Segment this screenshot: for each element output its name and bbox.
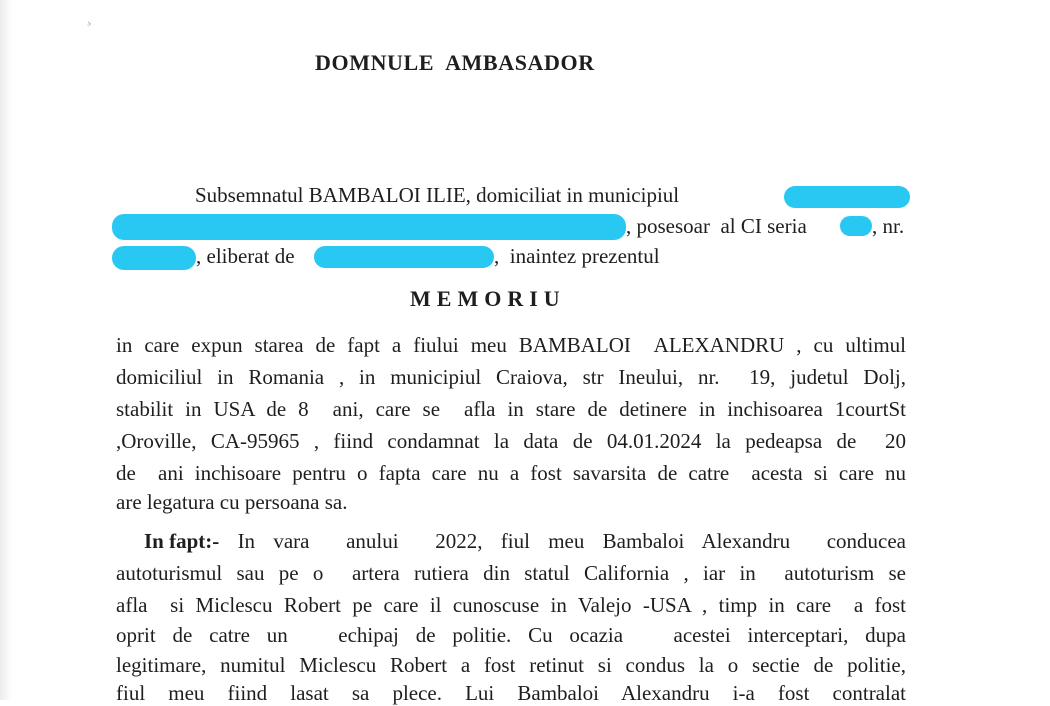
redaction-ci-number xyxy=(112,246,196,270)
paragraph1-line: de ani inchisoare pentru o fapta care nu a fost savarsita de catre acesta si care nu xyxy=(116,461,906,485)
paragraph2-line: fiul meu fiind lasat sa plece. Lui Bambaloi Alexandru i-a fost contralat xyxy=(116,681,906,705)
paragraph1-line: domiciliul in Romania , in municipiul Craiova, str Ineului, nr. 19, judetul Dolj, xyxy=(116,365,906,389)
memoriu-title: MEMORIU xyxy=(410,286,566,311)
paragraph1-line: in care expun starea de fapt a fiului meu BAMBALOI ALEXANDRU , cu ultimul xyxy=(116,333,906,357)
paragraph2-line: afla si Miclescu Robert pe care il cunoscuse in Valejo -USA , timp in care a fost xyxy=(116,593,906,617)
document-heading: DOMNULE AMBASADOR xyxy=(315,50,595,75)
paragraph2-label: In fapt:- xyxy=(144,529,220,553)
redaction-issuer xyxy=(314,246,494,268)
paragraph2-line: autoturismul sau pe o artera rutiera din statul California , iar in autoturism se xyxy=(116,561,906,585)
paragraph1-line: are legatura cu persoana sa. xyxy=(116,490,348,514)
intro-line-2-text: , posesoar al CI seria xyxy=(626,214,807,238)
intro-line-1: Subsemnatul BAMBALOI ILIE, domiciliat in municipiul xyxy=(195,183,680,207)
intro-line-3-end: , inaintez prezentul xyxy=(494,244,660,268)
paragraph2-line: oprit de catre un echipaj de politie. Cu ocazia acestei interceptari, dupa xyxy=(116,623,906,647)
paragraph2-line: legitimare, numitul Miclescu Robert a fost retinut si condus la o sectie de politie, xyxy=(116,653,906,677)
paragraph1-line: ,Oroville, CA-95965 , fiind condamnat la data de 04.01.2024 la pedeapsa de 20 xyxy=(116,429,906,453)
redaction-street xyxy=(112,214,626,240)
paragraph2-first-text: In vara anului 2022, fiul meu Bambaloi Alexandru conducea xyxy=(219,529,906,553)
intro-line-3-text: , eliberat de xyxy=(196,244,295,268)
redaction-ci-series xyxy=(840,216,872,236)
page-edge xyxy=(0,0,12,700)
intro-line-2-nr: , nr. xyxy=(872,214,905,238)
paragraph1-line: stabilit in USA de 8 ani, care se afla in stare de detinere in inchisoarea 1courtSt xyxy=(116,397,906,421)
redaction-address xyxy=(784,186,910,208)
paragraph2-first-line xyxy=(144,528,906,554)
corner-mark: ¸ xyxy=(86,6,92,26)
